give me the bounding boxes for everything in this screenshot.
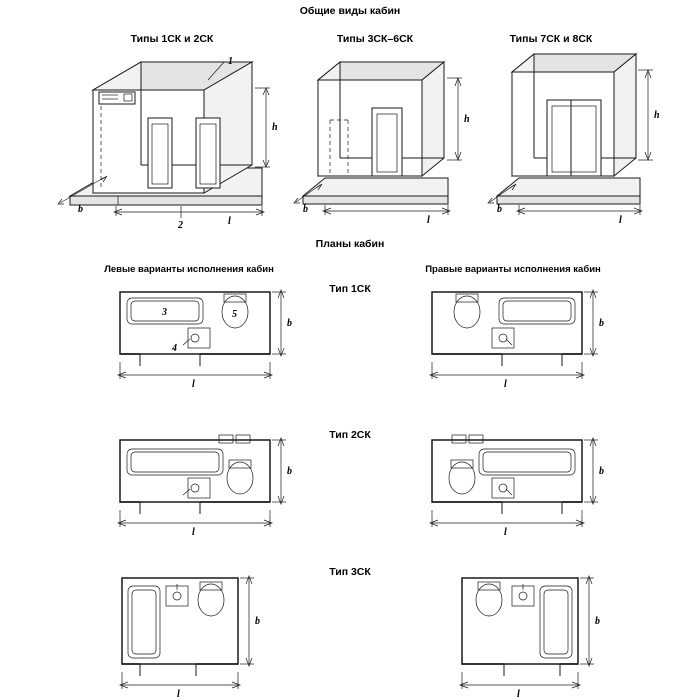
svg-text:b: b xyxy=(287,318,292,329)
svg-text:h: h xyxy=(464,114,470,125)
svg-text:5: 5 xyxy=(232,309,237,320)
plans-header-right: Правые варианты исполнения кабин xyxy=(425,264,601,275)
isometric-view-1 xyxy=(58,56,278,231)
svg-text:2: 2 xyxy=(178,220,183,231)
title-general-views: Общие виды кабин xyxy=(299,5,401,17)
svg-text:l: l xyxy=(517,689,520,700)
svg-text:3: 3 xyxy=(162,307,167,318)
svg-text:l: l xyxy=(177,689,180,700)
plan-row-label-1: Тип 1СК xyxy=(329,283,371,295)
plan-3sk-left xyxy=(120,576,260,700)
plan-3sk-right xyxy=(460,576,600,700)
plan-2sk-right xyxy=(430,435,604,538)
svg-text:l: l xyxy=(504,379,507,390)
svg-text:l: l xyxy=(192,379,195,390)
svg-text:h: h xyxy=(654,110,660,121)
view-label-1: Типы 1СК и 2СК xyxy=(130,33,214,45)
svg-text:l: l xyxy=(427,215,430,226)
svg-text:l: l xyxy=(619,215,622,226)
svg-text:b: b xyxy=(599,466,604,477)
svg-text:4: 4 xyxy=(172,343,177,354)
svg-text:l: l xyxy=(192,527,195,538)
view-label-3: Типы 7СК и 8СК xyxy=(509,33,593,45)
svg-text:l: l xyxy=(504,527,507,538)
title-plans: Планы кабин xyxy=(315,238,385,250)
svg-text:b: b xyxy=(255,616,260,627)
svg-text:b: b xyxy=(599,318,604,329)
svg-text:b: b xyxy=(287,466,292,477)
plan-1sk-left xyxy=(118,290,292,390)
svg-text:b: b xyxy=(303,204,308,215)
svg-text:b: b xyxy=(595,616,600,627)
svg-text:l: l xyxy=(228,216,231,227)
svg-text:h: h xyxy=(272,122,278,133)
plan-row-label-2: Тип 2СК xyxy=(329,429,371,441)
plans-header-left: Левые варианты исполнения кабин xyxy=(104,264,274,275)
isometric-view-3 xyxy=(488,54,660,226)
view-label-2: Типы 3СК–6СК xyxy=(336,33,414,45)
isometric-view-2 xyxy=(294,62,470,226)
svg-text:b: b xyxy=(497,204,502,215)
plan-1sk-right xyxy=(430,290,604,390)
plan-2sk-left xyxy=(118,435,292,538)
svg-text:1: 1 xyxy=(228,56,233,67)
svg-text:b: b xyxy=(78,204,83,215)
plan-row-label-3: Тип 3СК xyxy=(329,566,371,578)
